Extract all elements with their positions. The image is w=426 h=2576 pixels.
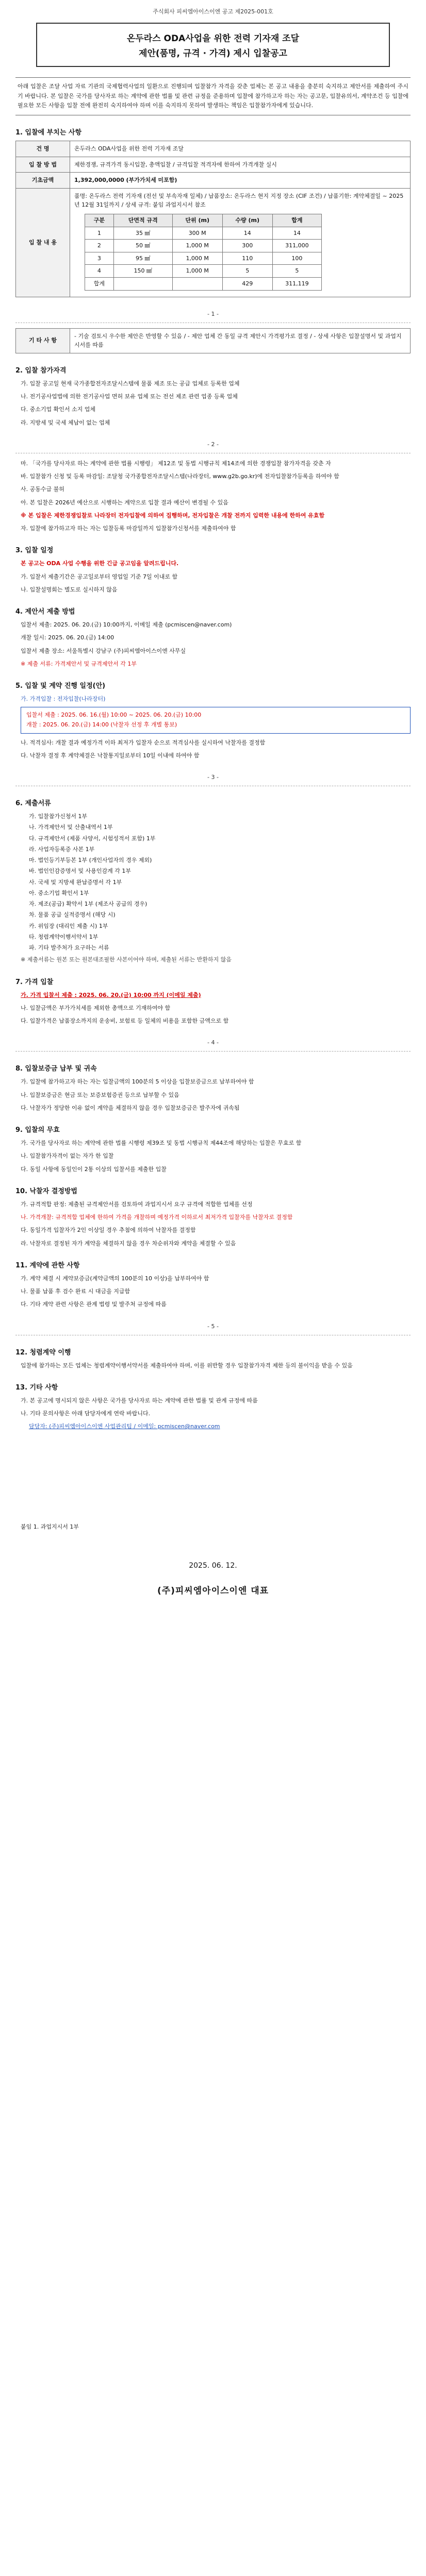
bid-info-table [15, 141, 411, 297]
paragraph: 다. 중소기업 확인서 소지 업체 [21, 406, 95, 413]
section-heading: 6. 제출서류 [15, 800, 51, 808]
table-row [16, 157, 411, 173]
page-number: - 5 - [207, 1323, 219, 1330]
list-item: 타. 청렴계약이행서약서 1부 [29, 933, 99, 940]
paragraph: 다. 동일가격 입찰자가 2인 이상일 경우 추첨에 의하여 낙찰자를 결정함 [21, 1227, 196, 1234]
spec-cell: 150 ㎟ [113, 265, 172, 278]
page-title: 온두라스 ODA사업을 위한 전력 기자재 조달 [126, 33, 300, 44]
paragraph: 마. 「국가를 당사자로 하는 계약에 관한 법률 시행령」 제12조 및 동법 시행규칙 제14조에 의한 경쟁입찰 참가자격을 갖춘 자 [21, 460, 331, 467]
paragraph: 사. 공동수급 불허 [21, 486, 64, 493]
list-item: 카. 위임장 (대리인 제출 시) 1부 [29, 922, 108, 929]
table-row [16, 173, 411, 189]
notice-date: 2025. 06. 12. [189, 1561, 237, 1570]
spec-cell: 합계 [85, 278, 114, 291]
highlight-notice: 나. 가격개찰: 규격적합 업체에 한하여 가격을 개찰하며 예정가격 이하로서 최저가격 입찰자를 낙찰자로 결정함 [21, 1214, 293, 1221]
attachment-line: 붙임 1. 과업지시서 1부 [21, 1523, 79, 1530]
notice-number: 주식회사 피씨엠아이스이엔 공고 제2025-001호 [153, 8, 273, 15]
paragraph: 나. 물품 납품 후 검수 완료 시 대금을 지급함 [21, 1288, 130, 1295]
row-label: 입 찰 내 용 [16, 188, 70, 297]
row-label: 건 명 [16, 141, 70, 157]
spec-cell: 5 [272, 265, 321, 278]
table-row [16, 328, 411, 353]
spec-header: 단면적 규격 [113, 214, 172, 227]
paragraph: 다. 입찰가격은 납품장소까지의 운송비, 보험료 등 일체의 비용을 포함한 금액으로 함 [21, 1018, 229, 1025]
page-number: - 2 - [207, 440, 219, 448]
paragraph: 나. 기타 문의사항은 아래 담당자에게 연락 바랍니다. [21, 1410, 151, 1417]
paragraph: 바. 입찰참가 신청 및 등록 마감일: 조달청 국가종합전자조달시스템(나라장터, www.g2b.go.kr)에 전자입찰참가등록을 하여야 함 [21, 473, 339, 480]
list-item: 가. 입찰참가신청서 1부 [29, 813, 88, 820]
spec-cell: 2 [85, 240, 114, 252]
row-label: 기초금액 [16, 173, 70, 189]
section-heading: 3. 입찰 일정 [15, 547, 54, 555]
section-heading: 4. 제안서 제출 방법 [15, 608, 75, 616]
paragraph: 다. 기타 계약 관련 사항은 관계 법령 및 발주처 규정에 따름 [21, 1301, 167, 1308]
page-divider [15, 1051, 411, 1052]
highlight-notice: 본 공고는 ODA 사업 수행을 위한 긴급 공고임을 알려드립니다. [21, 560, 179, 567]
table-row [85, 265, 322, 278]
table-row [16, 141, 411, 157]
list-item: 나. 가격제안서 및 산출내역서 1부 [29, 824, 113, 831]
spec-cell: 50 ㎟ [113, 240, 172, 252]
spec-cell: 14 [272, 227, 321, 240]
intro-paragraph: 아래 입찰은 조달 사업 자료 기관의 국제협력사업의 일환으로 진행되며 입찰참가 자격을 갖춘 업체는 본 공고 내용을 충분히 숙지하고 제안서를 제출하여 주시기 바랍니다. 본 입찰은 국가를 당사자로 하는 계약에 관한 법률 및 관련 규정을 준용하며 입찰에 참가하고자 하는 자는 공고문, 입찰유의서, 계약조건 등 입찰에 필요한 모든 사항을 입찰 전에 완전히 숙지하여야 하며 이를 숙지하지 못하여 발생하는 책임은 입찰참가자에게 있습니다. [15, 77, 411, 115]
other-info-table [15, 328, 411, 353]
spec-cell: 1 [85, 227, 114, 240]
table-row-total [85, 278, 322, 291]
paragraph: 가. 입찰 공고일 현재 국가종합전자조달시스템에 물품 제조 또는 공급 업체로 등록한 업체 [21, 380, 240, 387]
spec-cell: 429 [222, 278, 272, 291]
spec-header-row [85, 214, 322, 227]
paragraph: 다. 동일 사항에 동일인이 2통 이상의 입찰서를 제출한 입찰 [21, 1165, 167, 1173]
spec-cell: 311,000 [272, 240, 321, 252]
spec-cell [113, 278, 172, 291]
paragraph: 나. 적격심사: 개찰 결과 예정가격 이하 최저가 입찰자 순으로 적격심사를 실시하여 낙찰자를 결정함 [21, 739, 266, 746]
schedule-box [21, 707, 411, 733]
section-heading: 12. 청렴계약 이행 [15, 1348, 71, 1357]
row-value: - 기술 검토시 우수한 제안은 반영할 수 있음 / - 제안 업체 간 동일 규격 제안시 가격평가로 결정 / - 상세 사항은 입찰설명서 및 과업지시서를 따름 [70, 328, 411, 353]
paragraph: 자. 입찰에 참가하고자 하는 자는 입찰등록 마감일까지 입찰참가신청서를 제출하여야 함 [21, 525, 236, 532]
row-value [70, 188, 411, 297]
paragraph: 개찰 일시: 2025. 06. 20.(금) 14:00 [21, 634, 114, 641]
spec-cell: 35 ㎟ [113, 227, 172, 240]
section-heading: 2. 입찰 참가자격 [15, 366, 67, 375]
note: ※ 제출서류는 원본 또는 원본대조필한 사본이어야 하며, 제출된 서류는 반환하지 않음 [21, 956, 232, 963]
paragraph: 아. 본 입찰은 2026년 예산으로 시행하는 계약으로 입찰 결과 예산이 변경될 수 있음 [21, 499, 228, 506]
paragraph: 가. 본 공고에 명시되지 않은 사항은 국가를 당사자로 하는 계약에 관한 법률 및 관계 규정에 따름 [21, 1397, 258, 1404]
paragraph: 나. 입찰보증금은 현금 또는 보증보험증권 등으로 납부할 수 있음 [21, 1091, 179, 1098]
table-row [85, 240, 322, 252]
title-box [36, 23, 390, 67]
spec-cell: 300 M [172, 227, 222, 240]
row-value: 1,392,000,0000 (부가가치세 미포함) [70, 173, 411, 189]
spec-cell: 1,000 M [172, 252, 222, 265]
row-label: 입 찰 방 법 [16, 157, 70, 173]
organization-name: (주)피씨엠아이스이엔 대표 [157, 1585, 269, 1596]
list-item: 파. 기타 발주처가 요구하는 서류 [29, 944, 109, 952]
spec-cell: 311,119 [272, 278, 321, 291]
page-number: - 3 - [207, 774, 219, 781]
paragraph: 입찰서 제출 장소: 서울특별시 강남구 (주)피씨엠아이스이엔 사무실 [21, 647, 186, 654]
list-item: 마. 법인등기부등본 1부 (개인사업자의 경우 제외) [29, 857, 152, 864]
spec-cell: 3 [85, 252, 114, 265]
spec-header: 수량 (m) [222, 214, 272, 227]
list-item: 다. 규격제안서 (제품 사양서, 시험성적서 포함) 1부 [29, 835, 156, 842]
paragraph: 가. 입찰에 참가하고자 하는 자는 입찰금액의 100분의 5 이상을 입찰보증금으로 납부하여야 함 [21, 1078, 254, 1086]
list-item: 차. 물품 공급 실적증명서 (해당 시) [29, 911, 116, 919]
schedule-line: 개찰 : 2025. 06. 20.(금) 14:00 (낙찰자 선정 후 개별 통보) [26, 721, 177, 728]
section-heading: 5. 입찰 및 계약 진행 일정(안) [15, 682, 106, 690]
section-heading: 8. 입찰보증금 납부 및 귀속 [15, 1065, 97, 1073]
page-number: - 1 - [207, 310, 219, 317]
paragraph: 나. 입찰설명회는 별도로 실시하지 않음 [21, 586, 118, 593]
spec-header: 단위 (m) [172, 214, 222, 227]
list-item: 바. 법인인감증명서 및 사용인감계 각 1부 [29, 868, 131, 875]
paragraph: 입찰에 참가하는 모든 업체는 청렴계약이행서약서를 제출하여야 하며, 이를 위반할 경우 입찰참가자격 제한 등의 불이익을 받을 수 있음 [21, 1362, 353, 1369]
schedule-line: 입찰서 제출 : 2025. 06. 16.(월) 10:00 ~ 2025. 06. 20.(금) 10:00 [26, 711, 202, 719]
list-item: 사. 국세 및 지방세 완납증명서 각 1부 [29, 878, 122, 886]
paragraph: 나. 입찰참가자격이 없는 자가 한 입찰 [21, 1153, 114, 1160]
paragraph: 입찰서 제출: 2025. 06. 20.(금) 10:00까지, 이메일 제출 (pcmiscen@naver.com) [21, 621, 232, 629]
paragraph: 가. 계약 체결 시 계약보증금(계약금액의 100분의 10 이상)을 납부하여야 함 [21, 1275, 209, 1282]
highlight-notice: ※ 본 입찰은 제한경쟁입찰로 나라장터 전자입찰에 의하여 집행하며, 전자입찰은 개찰 전까지 입력한 내용에 한하여 유효함 [21, 512, 325, 519]
section-heading: 13. 기타 사항 [15, 1383, 58, 1392]
highlight-notice: ※ 제출 서류: 가격제안서 및 규격제안서 각 1부 [21, 660, 137, 667]
paragraph: 다. 낙찰자 결정 후 계약체결은 낙찰통지일로부터 10일 이내에 하여야 함 [21, 752, 200, 759]
spec-cell: 14 [222, 227, 272, 240]
spec-cell: 4 [85, 265, 114, 278]
highlight-notice: 가. 가격 입찰서 제출 : 2025. 06. 20.(금) 10:00 까지 (이메일 제출) [21, 991, 201, 998]
page-subtitle: 제안(품명, 규격 · 가격) 제시 입찰공고 [139, 48, 287, 59]
list-item: 자. 제조(공급) 확약서 1부 (제조사 공급의 경우) [29, 901, 148, 908]
section-heading: 10. 낙찰자 결정방법 [15, 1187, 77, 1195]
section-heading: 1. 입찰에 부치는 사항 [15, 129, 82, 137]
spec-cell: 5 [222, 265, 272, 278]
row-value: 온두라스 ODA사업을 위한 전력 기자재 조달 [70, 141, 411, 157]
row-value: 제한경쟁, 규격가격 동시입찰, 총액입찰 / 규격입찰 적격자에 한하여 가격개찰 실시 [70, 157, 411, 173]
spacer [15, 1433, 411, 1505]
list-item: 라. 사업자등록증 사본 1부 [29, 845, 95, 853]
row-label: 기 타 사 항 [16, 328, 70, 353]
spec-cell: 1,000 M [172, 265, 222, 278]
row-value-text: 품명: 온두라스 전력 기자재 (전선 및 부속자재 일체) / 납품장소: 온두라스 현지 지정 장소 (CIF 조건) / 납품기한: 계약체결일 ~ 2025년 12월 31일까지 / 상세 규격: 붙임 과업지시서 참조 [74, 192, 404, 209]
paragraph: 다. 낙찰자가 정당한 이유 없이 계약을 체결하지 않을 경우 입찰보증금은 발주자에 귀속됨 [21, 1104, 240, 1111]
spec-cell: 110 [222, 252, 272, 265]
spec-cell: 95 ㎟ [113, 252, 172, 265]
paragraph: 가. 입찰서 제출기간은 공고일로부터 영업일 기준 7일 이내로 함 [21, 573, 178, 580]
table-row [85, 227, 322, 240]
spec-table [85, 214, 322, 291]
spec-header: 구분 [85, 214, 114, 227]
page-number: - 4 - [207, 1039, 219, 1046]
spec-cell: 100 [272, 252, 321, 265]
paragraph: 라. 지방세 및 국세 체납이 없는 업체 [21, 419, 110, 426]
spec-header: 합계 [272, 214, 321, 227]
document-list [15, 811, 411, 953]
paragraph: 가. 규격적합 판정: 제출된 규격제안서를 검토하여 과업지시서 요구 규격에 적합한 업체를 선정 [21, 1200, 253, 1208]
spec-cell [172, 278, 222, 291]
list-item: 아. 중소기업 확인서 1부 [29, 889, 89, 896]
notice-document [15, 0, 411, 1617]
table-row [85, 252, 322, 265]
table-row [16, 188, 411, 297]
paragraph: 가. 국가를 당사자로 하는 계약에 관한 법률 시행령 제39조 및 동법 시행규칙 제44조에 해당하는 입찰은 무효로 함 [21, 1140, 302, 1147]
spec-cell: 300 [222, 240, 272, 252]
sub-heading: 가. 가격입찰 : 전자입찰(나라장터) [21, 696, 106, 703]
section-heading: 9. 입찰의 무효 [15, 1126, 60, 1134]
paragraph: 나. 전기공사업법에 의한 전기공사업 면허 보유 업체 또는 전선 제조 관련 업종 등록 업체 [21, 393, 238, 400]
spec-cell: 1,000 M [172, 240, 222, 252]
section-heading: 11. 계약에 관한 사항 [15, 1261, 80, 1269]
section-heading: 7. 가격 입찰 [15, 978, 54, 986]
contact-info[interactable]: 담당자: (주)피씨엠아이스이엔 사업관리팀 / 이메일: pcmiscen@naver.com [29, 1423, 220, 1430]
paragraph: 나. 입찰금액은 부가가치세를 제외한 총액으로 기재하여야 함 [21, 1004, 171, 1011]
paragraph: 라. 낙찰자로 결정된 자가 계약을 체결하지 않을 경우 차순위자와 계약을 체결할 수 있음 [21, 1240, 236, 1247]
